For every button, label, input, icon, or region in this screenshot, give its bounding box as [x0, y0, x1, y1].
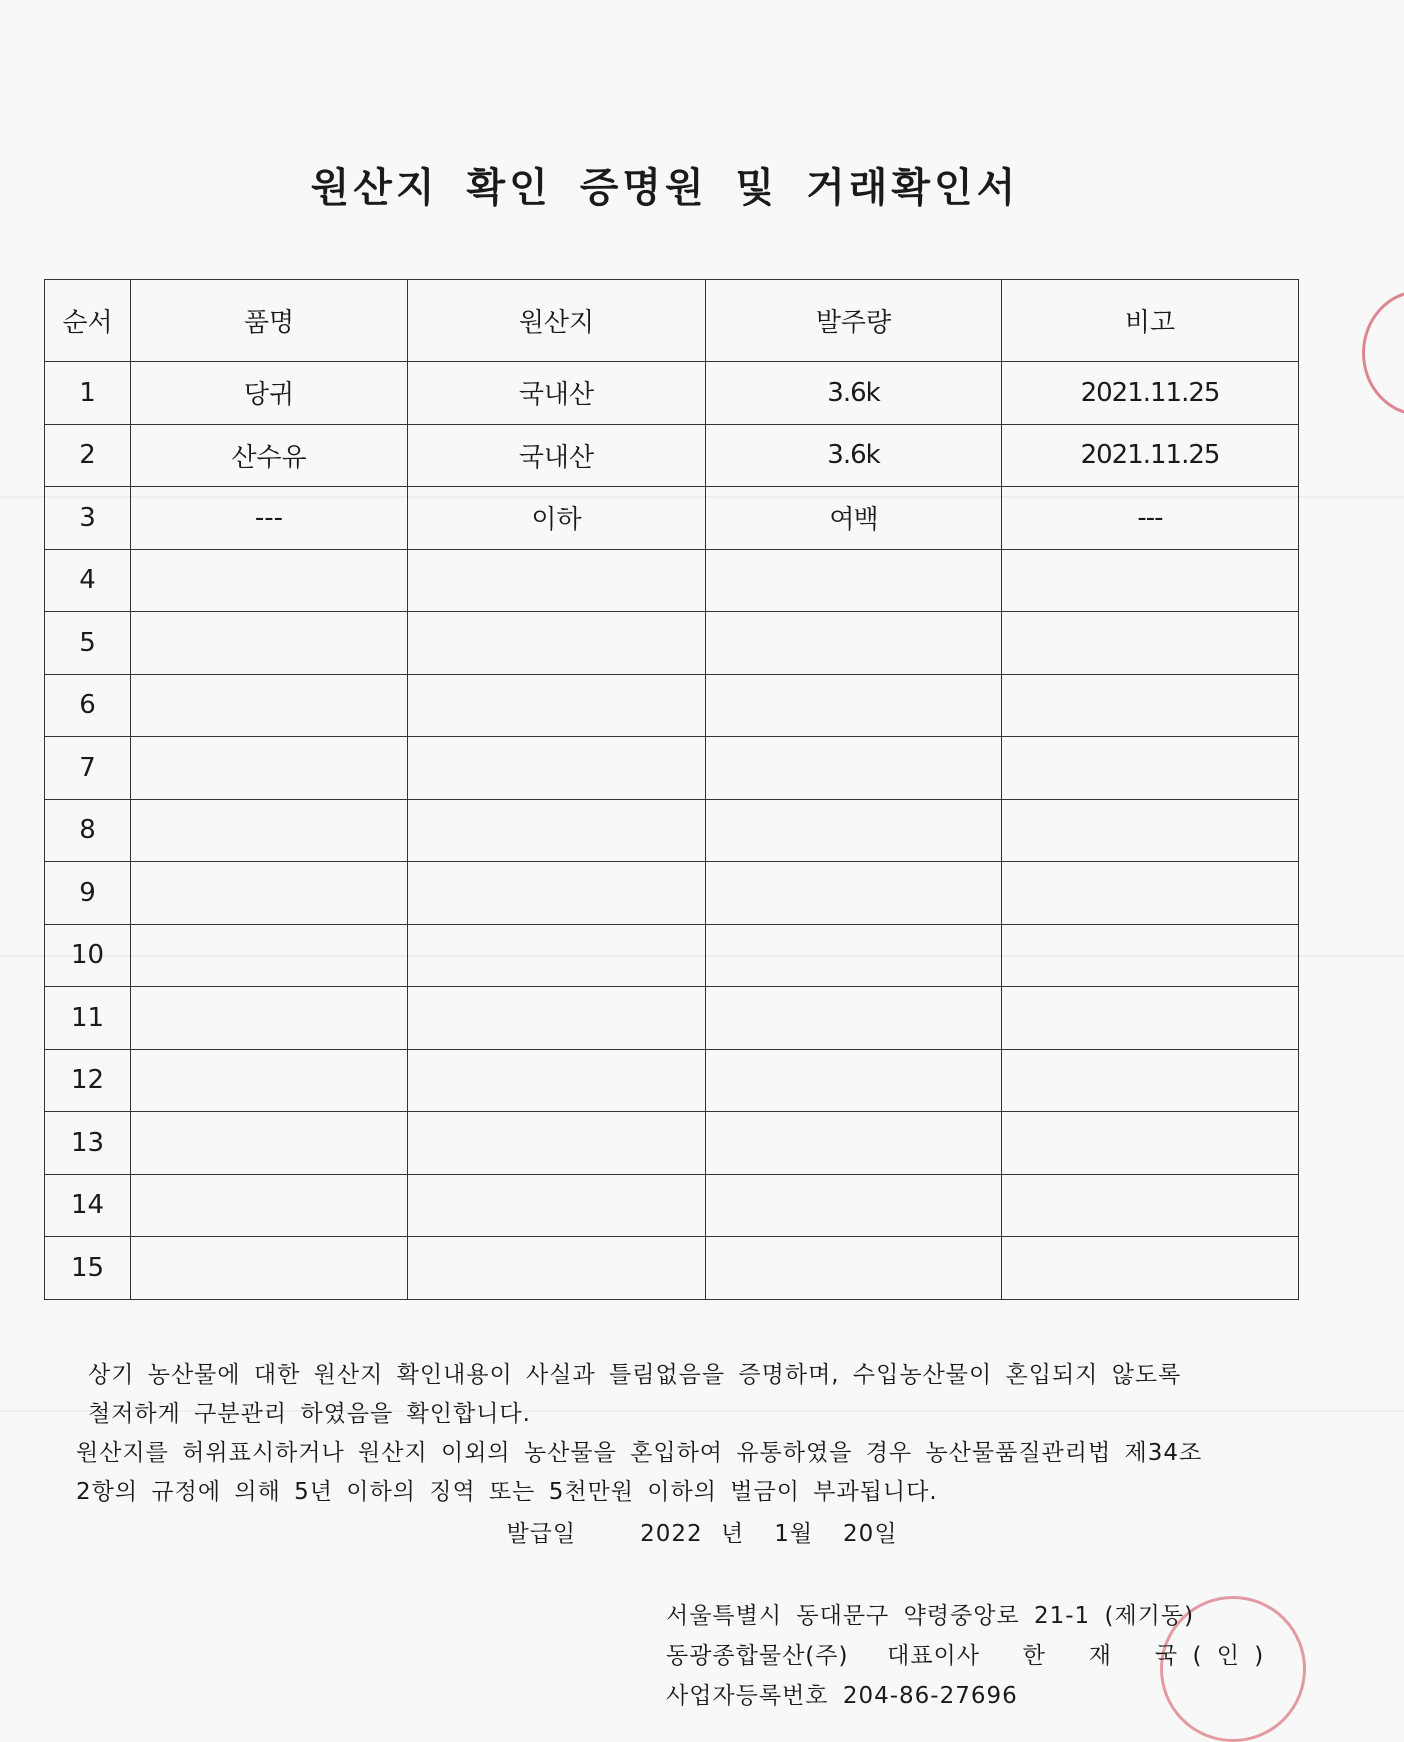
table-row [45, 612, 1299, 675]
cell-order: 2 [45, 424, 131, 487]
cell-order: 9 [45, 862, 131, 925]
table-row [45, 424, 1299, 487]
cell-order: 3 [45, 487, 131, 550]
cell-origin [408, 1112, 706, 1175]
table-row [45, 1112, 1299, 1175]
statement-line: 원산지를 허위표시하거나 원산지 이외의 농산물을 혼입하여 유통하였을 경우 농산물품질관리법 제34조 [76, 1440, 1203, 1466]
issuer-seal-mark: ( 인 ) [1192, 1643, 1265, 1669]
cell-remarks [1002, 924, 1299, 987]
cell-origin [408, 1174, 706, 1237]
cell-remarks [1002, 1112, 1299, 1175]
document-title: 원산지 확인 증명원 및 거래확인서 [310, 165, 1020, 211]
cell-origin [408, 549, 706, 612]
issuer-address: 서울특별시 동대문구 약령중앙로 21-1 (제기동) [666, 1603, 1195, 1629]
cell-origin [408, 862, 706, 925]
issue-date-year-unit: 년 [720, 1521, 745, 1547]
cell-remarks [1002, 549, 1299, 612]
cell-item-name [131, 612, 408, 675]
cell-item-name: 산수유 [131, 424, 408, 487]
cell-item-name: 당귀 [131, 362, 408, 425]
cell-quantity [706, 612, 1002, 675]
table-row [45, 862, 1299, 925]
cell-item-name [131, 862, 408, 925]
cell-remarks [1002, 612, 1299, 675]
header-order-quantity: 발주량 [706, 280, 1002, 362]
cell-quantity: 3.6k [706, 362, 1002, 425]
cell-order: 11 [45, 987, 131, 1050]
issue-date-year: 2022 [640, 1521, 703, 1547]
cell-order: 6 [45, 674, 131, 737]
cell-item-name [131, 737, 408, 800]
cell-order: 7 [45, 737, 131, 800]
issue-date-day: 20일 [843, 1521, 898, 1547]
issuer-company-line [666, 1636, 1264, 1676]
cell-origin [408, 612, 706, 675]
cell-remarks: --- [1002, 487, 1299, 550]
cell-item-name [131, 549, 408, 612]
cell-remarks: 2021.11.25 [1002, 362, 1299, 425]
table-row [45, 1049, 1299, 1112]
cell-remarks [1002, 674, 1299, 737]
table-row [45, 487, 1299, 550]
cell-origin [408, 737, 706, 800]
table-row [45, 1237, 1299, 1300]
cell-origin [408, 1049, 706, 1112]
issue-date [0, 1515, 1404, 1548]
header-origin: 원산지 [408, 280, 706, 362]
cell-order: 10 [45, 924, 131, 987]
cell-quantity [706, 1049, 1002, 1112]
statement-paragraph [76, 1356, 1276, 1512]
issuer-ceo-title: 대표이사 [887, 1643, 980, 1669]
header-remarks: 비고 [1002, 280, 1299, 362]
seal-stamp-edge [1362, 290, 1404, 416]
cell-quantity [706, 737, 1002, 800]
cell-quantity [706, 674, 1002, 737]
cell-quantity [706, 862, 1002, 925]
cell-remarks: 2021.11.25 [1002, 424, 1299, 487]
cell-quantity [706, 549, 1002, 612]
issuer-company: 동광종합물산(주) [666, 1643, 849, 1669]
cell-origin [408, 987, 706, 1050]
cell-origin [408, 674, 706, 737]
cell-item-name [131, 799, 408, 862]
cell-origin: 국내산 [408, 362, 706, 425]
cell-quantity [706, 1237, 1002, 1300]
cell-order: 15 [45, 1237, 131, 1300]
cell-remarks [1002, 987, 1299, 1050]
cell-quantity [706, 799, 1002, 862]
cell-quantity: 3.6k [706, 424, 1002, 487]
cell-origin: 국내산 [408, 424, 706, 487]
cell-item-name [131, 1174, 408, 1237]
cell-quantity [706, 1112, 1002, 1175]
cell-item-name [131, 1237, 408, 1300]
cell-item-name [131, 924, 408, 987]
cell-quantity [706, 987, 1002, 1050]
cell-order: 12 [45, 1049, 131, 1112]
cell-item-name: --- [131, 487, 408, 550]
header-item-name: 품명 [131, 280, 408, 362]
table-row [45, 799, 1299, 862]
cell-origin [408, 924, 706, 987]
table-row [45, 674, 1299, 737]
cell-quantity: 여백 [706, 487, 1002, 550]
cell-remarks [1002, 1237, 1299, 1300]
table-row [45, 737, 1299, 800]
origin-table [44, 279, 1299, 1300]
cell-order: 13 [45, 1112, 131, 1175]
cell-origin: 이하 [408, 487, 706, 550]
header-order: 순서 [45, 280, 131, 362]
issuer-registration-line [666, 1676, 1264, 1716]
statement-line: 2항의 규정에 의해 5년 이하의 징역 또는 5천만원 이하의 벌금이 부과됩니다. [76, 1479, 938, 1505]
cell-quantity [706, 924, 1002, 987]
cell-item-name [131, 1112, 408, 1175]
cell-item-name [131, 674, 408, 737]
statement-line: 철저하게 구분관리 하였음을 확인합니다. [88, 1401, 531, 1427]
cell-order: 5 [45, 612, 131, 675]
issuer-block [666, 1596, 1264, 1716]
cell-remarks [1002, 1174, 1299, 1237]
cell-origin [408, 799, 706, 862]
cell-quantity [706, 1174, 1002, 1237]
statement-line: 상기 농산물에 대한 원산지 확인내용이 사실과 틀림없음을 증명하며, 수입농산물이 혼입되지 않도록 [88, 1362, 1182, 1388]
cell-remarks [1002, 862, 1299, 925]
issue-date-label: 발급일 [506, 1521, 577, 1547]
cell-remarks [1002, 737, 1299, 800]
cell-order: 1 [45, 362, 131, 425]
cell-remarks [1002, 799, 1299, 862]
cell-item-name [131, 1049, 408, 1112]
cell-remarks [1002, 1049, 1299, 1112]
table-row [45, 924, 1299, 987]
table-body [45, 362, 1299, 1300]
issue-date-month: 1월 [774, 1521, 814, 1547]
issuer-ceo-name: 한 재 국 [1022, 1643, 1179, 1669]
cell-order: 14 [45, 1174, 131, 1237]
table-header-row [45, 280, 1299, 362]
cell-origin [408, 1237, 706, 1300]
issuer-reg-number: 204-86-27696 [842, 1683, 1018, 1709]
table-row [45, 549, 1299, 612]
issuer-reg-label: 사업자등록번호 [666, 1683, 829, 1709]
cell-order: 8 [45, 799, 131, 862]
table-row [45, 362, 1299, 425]
table-row [45, 987, 1299, 1050]
table-row [45, 1174, 1299, 1237]
cell-item-name [131, 987, 408, 1050]
cell-order: 4 [45, 549, 131, 612]
